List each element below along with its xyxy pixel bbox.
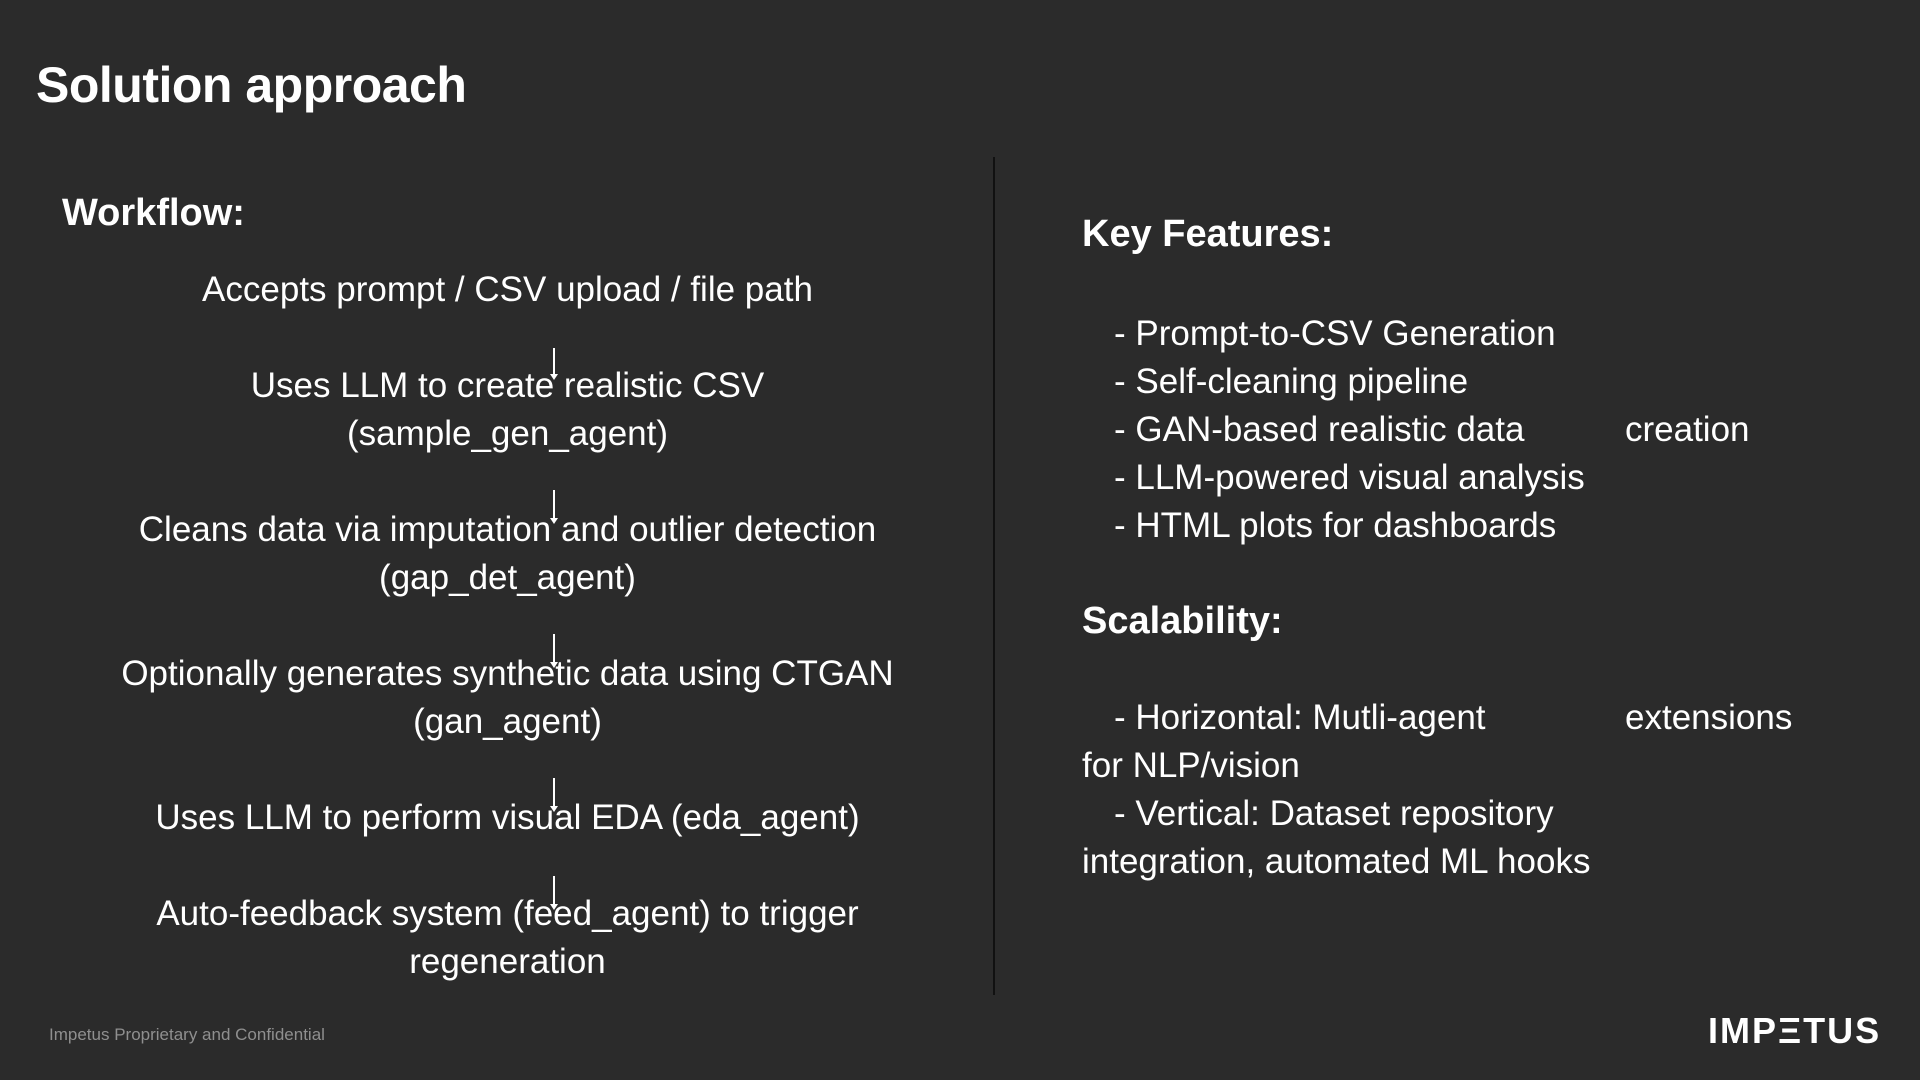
feature-item-1: - Prompt-to-CSV Generation bbox=[1114, 314, 1556, 353]
workflow-step-4 bbox=[60, 650, 955, 746]
workflow-step-2-line1: Uses LLM to create realistic CSV bbox=[250, 366, 765, 405]
feature-item-3: - GAN-based realistic data bbox=[1114, 410, 1525, 449]
workflow-step-6 bbox=[60, 890, 955, 986]
feature-item-5: - HTML plots for dashboards bbox=[1114, 506, 1557, 545]
workflow-step-3-line2: (gap_det_agent) bbox=[379, 558, 636, 597]
workflow-step-5 bbox=[60, 794, 955, 842]
column-divider bbox=[993, 157, 995, 995]
scalability-vertical-line2: integration, automated ML hooks bbox=[1082, 842, 1591, 881]
scalability-heading: Scalability: bbox=[1082, 600, 1283, 642]
scalability-horizontal-continuation: extensions bbox=[1625, 698, 1793, 737]
workflow-step-6-line1: Auto-feedback system (feed_agent) to trigger bbox=[156, 894, 859, 933]
feature-item-2: - Self-cleaning pipeline bbox=[1114, 362, 1469, 401]
feature-item-4: - LLM-powered visual analysis bbox=[1114, 458, 1585, 497]
scalability-vertical: - Vertical: Dataset repository bbox=[1114, 794, 1554, 833]
workflow-step-5-line1: Uses LLM to perform visual EDA (eda_agent) bbox=[155, 798, 860, 837]
workflow-step-3 bbox=[60, 506, 955, 602]
workflow-step-1 bbox=[60, 266, 955, 314]
scalability-horizontal-line2: for NLP/vision bbox=[1082, 746, 1300, 785]
workflow-step-6-line2: regeneration bbox=[409, 942, 606, 981]
workflow-step-1-line1: Accepts prompt / CSV upload / file path bbox=[202, 270, 813, 309]
workflow-step-2-line2: (sample_gen_agent) bbox=[346, 414, 669, 453]
workflow-heading: Workflow: bbox=[62, 192, 245, 234]
workflow-step-2 bbox=[60, 362, 955, 458]
confidential-footer: Impetus Proprietary and Confidential bbox=[49, 1025, 325, 1044]
scalability-horizontal: - Horizontal: Mutli-agent bbox=[1114, 698, 1486, 737]
feature-item-3-continuation: creation bbox=[1625, 410, 1750, 449]
workflow-step-4-line1: Optionally generates synthetic data using CTGAN bbox=[121, 654, 894, 693]
workflow-step-3-line1: Cleans data via imputation and outlier detection bbox=[138, 510, 877, 549]
workflow-step-4-line2: (gan_agent) bbox=[413, 702, 602, 741]
key-features-heading: Key Features: bbox=[1082, 213, 1334, 255]
impetus-logo: IMPΞTUS bbox=[1708, 1010, 1882, 1051]
slide-title: Solution approach bbox=[36, 57, 467, 113]
